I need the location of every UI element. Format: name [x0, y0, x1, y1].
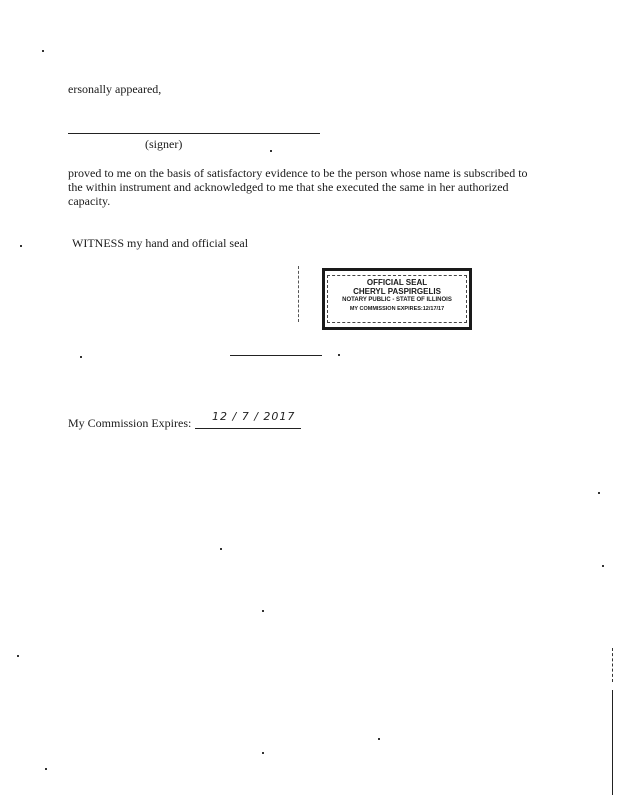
scan-speck: [602, 565, 604, 567]
scan-speck: [270, 150, 272, 152]
scan-speck: [262, 752, 264, 754]
commission-expires-label: My Commission Expires:: [68, 416, 192, 430]
scan-speck: [598, 492, 600, 494]
scan-edge-mark: [612, 648, 614, 682]
seal-notary-role: NOTARY PUBLIC - STATE OF ILLINOIS: [342, 297, 452, 303]
signer-label: (signer): [145, 137, 183, 151]
scan-speck: [262, 610, 264, 612]
scan-edge-line: [612, 690, 613, 795]
proved-text-line-2: the within instrument and acknowledged to me that she executed the same in her authorized: [68, 180, 509, 194]
personally-appeared-text: ersonally appeared,: [68, 82, 162, 96]
commission-date-handwritten: 12 / 7 / 2017: [212, 410, 296, 423]
notary-signature-line: [230, 355, 322, 356]
seal-notary-name: CHERYL PASPIRGELIS: [353, 287, 441, 296]
signer-signature-line: [68, 133, 320, 134]
scan-speck: [378, 738, 380, 740]
scan-speck: [45, 768, 47, 770]
commission-date-line: [195, 428, 301, 429]
seal-expiration: MY COMMISSION EXPIRES:12/17/17: [349, 306, 445, 312]
proved-text-line-3: capacity.: [68, 194, 111, 208]
scan-speck: [20, 245, 22, 247]
seal-margin-mark: [298, 266, 299, 322]
seal-inner-border: [327, 275, 467, 323]
proved-text-line-1: proved to me on the basis of satisfactory evidence to be the person whose name is subscribed to: [68, 166, 528, 180]
official-seal-stamp: [322, 268, 472, 330]
scan-speck: [42, 50, 44, 52]
scan-speck: [80, 356, 82, 358]
scan-speck: [220, 548, 222, 550]
scan-speck: [17, 655, 19, 657]
witness-text: WITNESS my hand and official seal: [72, 236, 249, 250]
scan-speck: [338, 354, 340, 356]
seal-title: OFFICIAL SEAL: [366, 278, 428, 287]
